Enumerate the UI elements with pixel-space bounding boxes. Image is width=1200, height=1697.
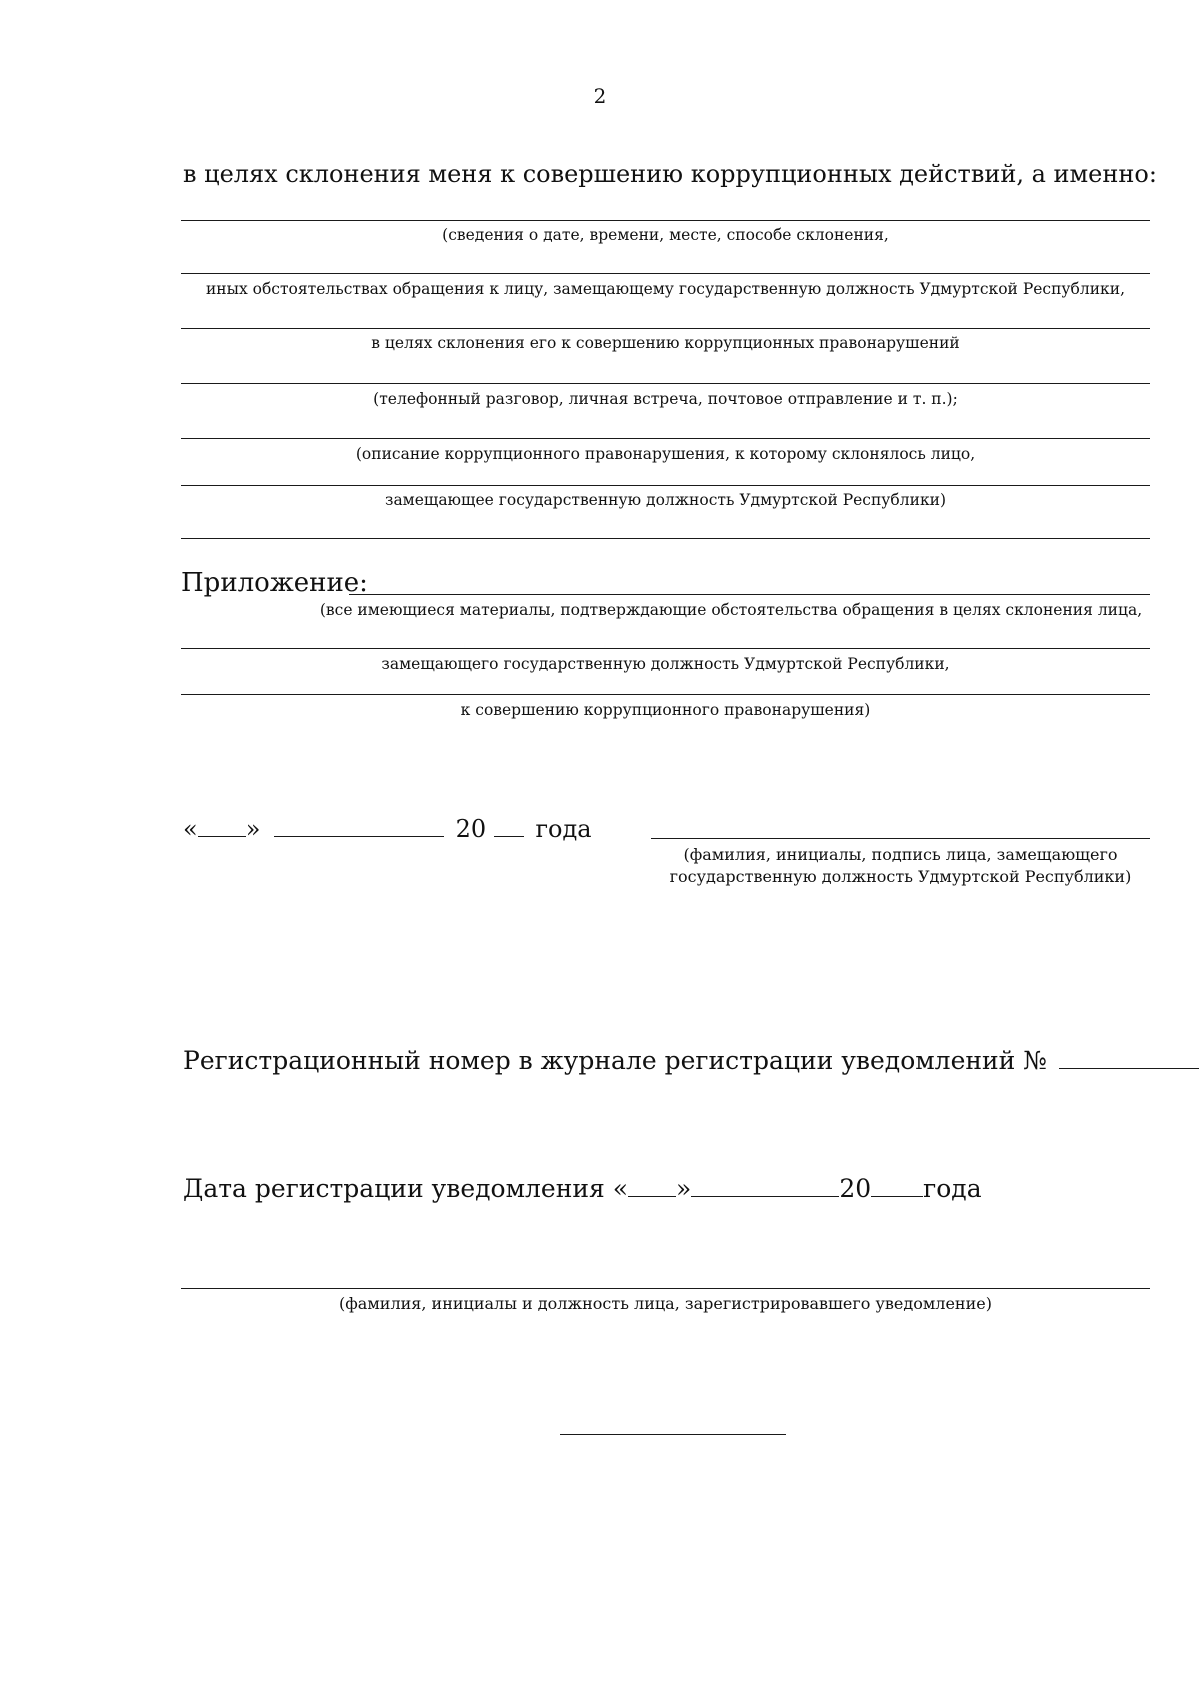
details-line-7[interactable] [181,538,1150,539]
signature-day-open-quote: « [183,815,198,843]
signature-year-suffix: года [535,815,592,843]
page-number: 2 [593,84,607,108]
registration-number-row [183,1047,1199,1075]
signature-date [183,815,592,843]
signature-month-field[interactable] [274,816,444,837]
signature-caption-line1: (фамилия, инициалы, подпись лица, замещающего [683,845,1118,864]
registration-year-prefix: 20 [839,1174,872,1203]
registration-day-field[interactable] [628,1176,676,1197]
registration-date-label: Дата регистрации уведомления « [183,1174,629,1203]
signature-line[interactable] [651,838,1150,839]
registration-date-row [183,1175,982,1203]
signature-day-close-quote: » [245,815,261,843]
details-line-3[interactable] [181,328,1150,329]
details-caption-3: в целях склонения его к совершению коррупционных правонарушений [371,334,960,352]
closing-separator [560,1434,786,1435]
registration-number-field[interactable] [1059,1048,1199,1069]
registration-date-close-quote: » [676,1174,692,1203]
registrar-line[interactable] [181,1288,1150,1289]
details-caption-1: (сведения о дате, времени, месте, способе склонения, [442,226,889,244]
details-line-2[interactable] [181,273,1150,274]
details-caption-6: замещающее государственную должность Удмуртской Республики) [384,491,947,509]
details-line-5[interactable] [181,438,1150,439]
details-caption-4: (телефонный разговор, личная встреча, почтовое отправление и т. п.); [373,390,958,408]
registration-year-field[interactable] [871,1176,923,1197]
attachment-caption-1: (все имеющиеся материалы, подтверждающие обстоятельства обращения в целях склонения лица, [319,601,1143,619]
attachment-caption-2: замещающего государственную должность Удмуртской Республики, [381,655,950,673]
registration-month-field[interactable] [691,1176,839,1197]
details-caption-5: (описание коррупционного правонарушения, к которому склонялось лицо, [355,445,976,463]
attachment-caption-3: к совершению коррупционного правонарушения) [460,701,871,719]
attachment-line-1[interactable] [349,594,1150,595]
registrar-caption: (фамилия, инициалы и должность лица, зарегистрировавшего уведомление) [339,1294,992,1313]
signature-caption-line2: государственную должность Удмуртской Республики) [669,867,1132,886]
attachment-line-3[interactable] [181,694,1150,695]
signature-year-prefix: 20 [455,815,487,843]
signature-day-field[interactable] [198,816,246,837]
intro-text: в целях склонения меня к совершению коррупционных действий, а именно: [183,160,1157,188]
registration-year-suffix: года [923,1174,982,1203]
registration-number-label: Регистрационный номер в журнале регистрации уведомлений № [183,1046,1047,1075]
details-line-6[interactable] [181,485,1150,486]
details-line-1[interactable] [181,220,1150,221]
details-caption-2: иных обстоятельствах обращения к лицу, замещающему государственную должность Удмуртской Республики, [205,280,1126,298]
details-line-4[interactable] [181,383,1150,384]
signature-year-field[interactable] [494,816,524,837]
attachment-line-2[interactable] [181,648,1150,649]
attachment-label: Приложение: [181,568,368,598]
